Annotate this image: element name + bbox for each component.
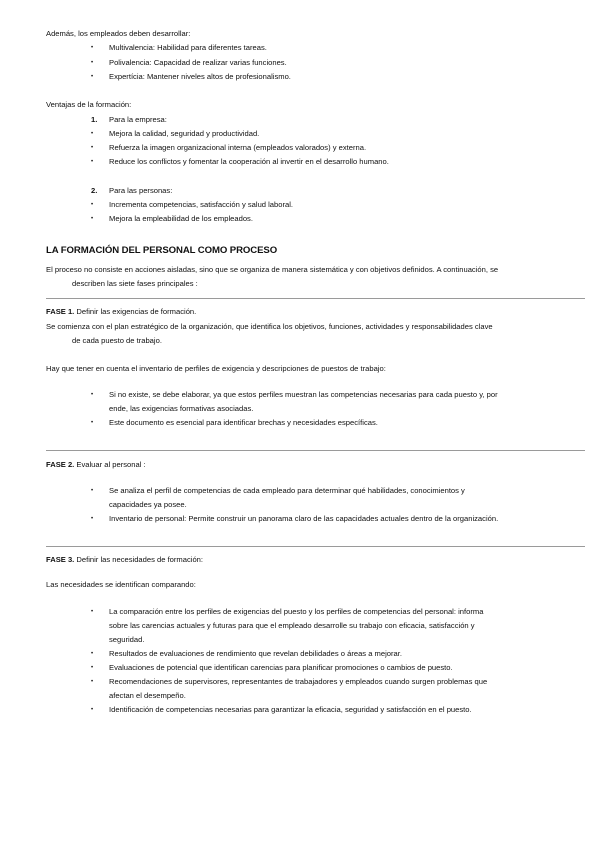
list-item-cont: ende, las exigencias formativas asociadas. bbox=[109, 404, 254, 413]
fase3-title: FASE 3. Definir las necesidades de formación: bbox=[46, 555, 204, 564]
list-item: Si no existe, se debe elaborar, ya que estos perfiles muestran las competencias necesarias para cada puesto y, por bbox=[109, 390, 498, 399]
list-item-cont: afectan el desempeño. bbox=[109, 691, 186, 700]
list-item: Este documento es esencial para identificar brechas y necesidades específicas. bbox=[109, 418, 378, 427]
bullet-icon: • bbox=[91, 707, 94, 713]
divider bbox=[46, 546, 585, 547]
list-item-cont: sobre las carencias actuales y futuras para que el empleado desarrolle su trabajo con eficacia, satisfacción y bbox=[109, 621, 475, 630]
ventajas-personas-label: Para las personas: bbox=[109, 186, 173, 195]
list-item: Se analiza el perfil de competencias de cada empleado para determinar qué habilidades, conocimientos y bbox=[109, 486, 465, 495]
fase1-desc-cont: de cada puesto de trabajo. bbox=[72, 336, 162, 345]
list-item: Incrementa competencias, satisfacción y salud laboral. bbox=[109, 200, 294, 209]
bullet-icon: • bbox=[91, 516, 94, 522]
bullet-icon: • bbox=[91, 392, 94, 398]
bullet-icon: • bbox=[91, 488, 94, 494]
divider bbox=[46, 298, 585, 299]
ventajas-title: Ventajas de la formación: bbox=[46, 100, 132, 109]
proceso-intro: El proceso no consiste en acciones aisladas, sino que se organiza de manera sistemática y con objetivos definidos. A continuación, se bbox=[46, 265, 499, 274]
intro-lead: Además, los empleados deben desarrollar: bbox=[46, 29, 191, 38]
bullet-icon: • bbox=[91, 145, 94, 151]
bullet-icon: • bbox=[91, 202, 94, 208]
section-heading: LA FORMACIÓN DEL PERSONAL COMO PROCESO bbox=[46, 245, 278, 256]
bullet-icon: • bbox=[91, 131, 94, 137]
divider bbox=[46, 450, 585, 451]
bullet-icon: • bbox=[91, 420, 94, 426]
fase1-title: FASE 1. Definir las exigencias de formación. bbox=[46, 307, 197, 316]
ventajas-empresa-label: Para la empresa: bbox=[109, 115, 167, 124]
list-item: Reduce los conflictos y fomentar la cooperación al invertir en el desarrollo humano. bbox=[109, 157, 389, 166]
bullet-icon: • bbox=[91, 159, 94, 165]
bullet-icon: • bbox=[91, 679, 94, 685]
intro-item: Multivalencia: Habilidad para diferentes tareas. bbox=[109, 43, 267, 52]
bullet-icon: • bbox=[91, 651, 94, 657]
list-number: 2. bbox=[91, 186, 98, 195]
list-item: Inventario de personal: Permite construir un panorama claro de las capacidades actuales dentro de la organización. bbox=[109, 514, 499, 523]
list-number: 1. bbox=[91, 115, 98, 124]
list-item: Resultados de evaluaciones de rendimiento que revelan debilidades o áreas a mejorar. bbox=[109, 649, 402, 658]
list-item: Mejora la calidad, seguridad y productividad. bbox=[109, 129, 260, 138]
list-item: Refuerza la imagen organizacional interna (empleados valorados) y externa. bbox=[109, 143, 367, 152]
list-item: Recomendaciones de supervisores, representantes de trabajadores y empleados cuando surgen problemas que bbox=[109, 677, 488, 686]
list-item: Mejora la empleabilidad de los empleados. bbox=[109, 214, 253, 223]
list-item-cont: seguridad. bbox=[109, 635, 145, 644]
list-item: Evaluaciones de potencial que identifican carencias para planificar promociones o cambios de puesto. bbox=[109, 663, 453, 672]
bullet-icon: • bbox=[91, 665, 94, 671]
fase1-note: Hay que tener en cuenta el inventario de perfiles de exigencia y descripciones de puestos de trabajo: bbox=[46, 364, 386, 373]
fase1-desc: Se comienza con el plan estratégico de la organización, que identifica los objetivos, funciones, actividades y responsabilidades clave bbox=[46, 322, 493, 331]
intro-item: Polivalencia: Capacidad de realizar varias funciones. bbox=[109, 58, 287, 67]
list-item: La comparación entre los perfiles de exigencias del puesto y los perfiles de competencias del personal: informa bbox=[109, 607, 484, 616]
bullet-icon: • bbox=[91, 74, 94, 80]
list-item-cont: capacidades ya posee. bbox=[109, 500, 187, 509]
bullet-icon: • bbox=[91, 609, 94, 615]
intro-item: Expertícia: Mantener niveles altos de profesionalismo. bbox=[109, 72, 291, 81]
fase3-note: Las necesidades se identifican comparando: bbox=[46, 580, 196, 589]
bullet-icon: • bbox=[91, 60, 94, 66]
proceso-intro-cont: describen las siete fases principales : bbox=[72, 279, 198, 288]
fase2-title: FASE 2. Evaluar al personal : bbox=[46, 460, 146, 469]
list-item: Identificación de competencias necesarias para garantizar la eficacia, seguridad y satisfacción en el puesto. bbox=[109, 705, 472, 714]
bullet-icon: • bbox=[91, 45, 94, 51]
bullet-icon: • bbox=[91, 216, 94, 222]
